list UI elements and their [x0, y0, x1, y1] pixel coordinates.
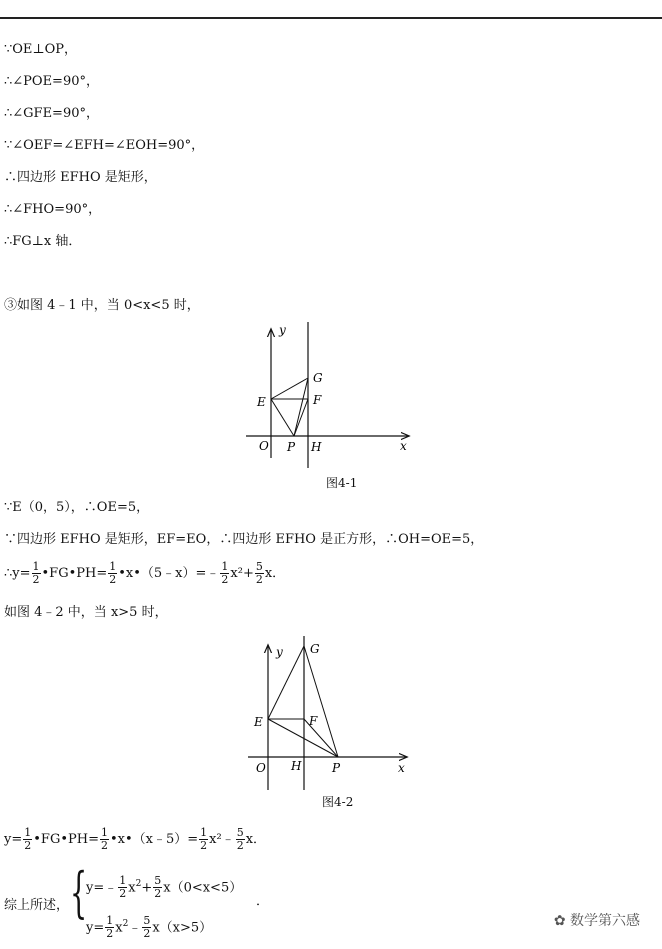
eq2-lhs: y= — [4, 832, 23, 847]
eq1-mid: •FG•PH= — [41, 566, 108, 581]
eq1-frac-2: $\frac{1}{2}$ — [109, 560, 117, 586]
label-x: x — [398, 761, 405, 775]
piecewise-system — [70, 861, 370, 946]
eq2-x2: x²﹣ — [209, 832, 235, 847]
seg-eg — [268, 646, 304, 719]
watermark — [554, 910, 640, 930]
eq1-frac-3: $\frac{1}{2}$ — [221, 560, 229, 586]
summary-prefix: 综上所述， — [4, 898, 70, 913]
eq2-frac-1: $\frac{1}{2}$ — [24, 826, 32, 852]
eq2-rest: •x•（x﹣5）= — [109, 832, 199, 847]
label-p: P — [287, 440, 296, 454]
label-x: x — [400, 439, 407, 453]
seg-ep — [268, 719, 338, 757]
line-9: ∵E（0，5），∴OE=5， — [4, 500, 150, 515]
eq2-frac-3: $\frac{1}{2}$ — [200, 826, 208, 852]
label-e: E — [254, 715, 263, 729]
figure-4-1 — [236, 318, 416, 496]
line-4: ∵∠OEF=∠EFH=∠EOH=90°， — [4, 138, 205, 153]
line-8: ③如图 4﹣1 中，当 0<x<5 时， — [4, 298, 200, 313]
figure-4-2 — [236, 628, 416, 798]
label-h: H — [311, 440, 322, 454]
line-1: ∵OE⊥OP， — [4, 42, 78, 57]
line-5: ∴四边形 EFHO 是矩形， — [4, 170, 157, 185]
seg-eg — [271, 378, 308, 399]
equation-1 — [4, 560, 285, 588]
watermark-text: 数学第六感 — [570, 913, 640, 929]
line-12: 如图 4﹣2 中，当 x>5 时， — [4, 605, 168, 620]
seg-ep — [271, 399, 294, 436]
label-g: G — [313, 371, 323, 385]
label-e: E — [257, 395, 266, 409]
eq2-frac-4: $\frac{5}{2}$ — [236, 826, 244, 852]
line-3: ∴∠GFE=90°， — [4, 106, 99, 121]
system-end: ． — [256, 894, 270, 909]
system-row-1: y=﹣ $\frac{1}{2}$ $x^2+$ $\frac{5}{2}$ x（0<x<5） — [86, 874, 243, 901]
wechat-icon: ✿ — [553, 913, 566, 929]
top-rule — [0, 17, 662, 19]
eq1-frac-4: $\frac{5}{2}$ — [255, 560, 263, 586]
eq2-end: x． — [245, 832, 267, 847]
line-7: ∴FG⊥x 轴． — [4, 234, 82, 249]
left-brace: { — [70, 861, 88, 924]
label-g: G — [310, 642, 320, 656]
equation-2 — [4, 826, 266, 854]
eq1-end: x． — [264, 566, 286, 581]
label-p: P — [332, 761, 341, 775]
seg-pg — [294, 378, 308, 436]
system-row-2: y= $\frac{1}{2}$ $x^2﹣$ $\frac{5}{2}$ x（x>5） — [86, 914, 213, 941]
line-2: ∴∠POE=90°， — [4, 74, 99, 89]
label-h: H — [291, 759, 302, 773]
seg-pf — [294, 399, 308, 436]
label-f: F — [313, 393, 322, 407]
label-o: O — [256, 761, 266, 775]
figure-4-1-caption: 图4-1 — [326, 476, 358, 490]
label-f: F — [309, 714, 318, 728]
label-y: y — [276, 645, 283, 659]
eq1-lhs: ∴y= — [4, 566, 31, 581]
label-y: y — [279, 323, 286, 337]
label-o: O — [259, 439, 269, 453]
figure-4-2-caption: 图4-2 — [322, 795, 354, 809]
seg-pg — [304, 646, 338, 757]
line-10: ∵四边形 EFHO 是矩形，EF=EO，∴四边形 EFHO 是正方形，∴OH=OE=5， — [4, 532, 484, 547]
line-6: ∴∠FHO=90°， — [4, 202, 102, 217]
eq2-frac-2: $\frac{1}{2}$ — [100, 826, 108, 852]
eq1-rest: •x•（5﹣x）=﹣ — [118, 566, 220, 581]
eq1-x2: x²+ — [230, 566, 254, 581]
eq1-frac-1: $\frac{1}{2}$ — [32, 560, 40, 586]
eq2-mid: •FG•PH= — [33, 832, 99, 847]
